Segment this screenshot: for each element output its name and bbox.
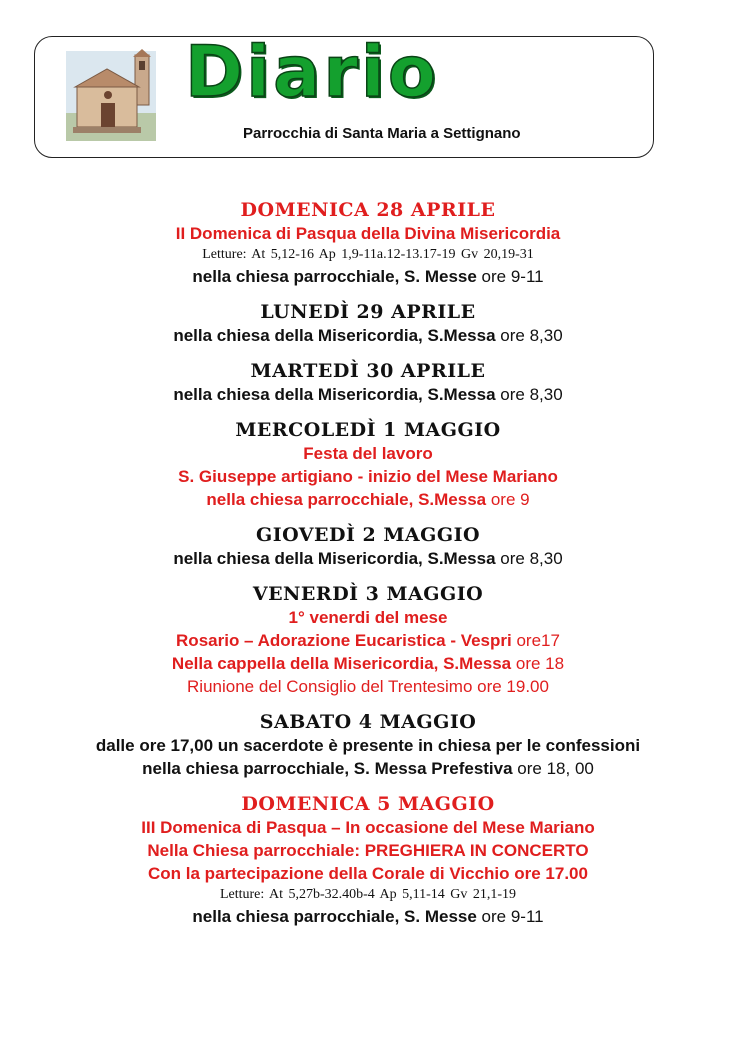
day-section (0, 418, 736, 511)
line-text: Riunione del Consiglio del Trentesimo ore 19.00 (187, 677, 549, 696)
line-text: ore 9-11 (476, 907, 544, 926)
line-text: nella chiesa della Misericordia, S.Messa (173, 326, 496, 345)
schedule-line (0, 905, 736, 928)
church-icon (63, 47, 159, 145)
schedule-line (0, 383, 736, 406)
schedule-line (0, 652, 736, 675)
day-title: DOMENICA 28 APRILE (240, 199, 496, 221)
schedule-line (0, 757, 736, 780)
day-title: VENERDÌ 3 MAGGIO (252, 583, 484, 605)
line-text: nella chiesa parrocchiale, S. Messe (192, 907, 477, 926)
schedule-line (0, 862, 736, 885)
line-text: nella chiesa parrocchiale, S. Messa Prefestiva (142, 759, 513, 778)
line-text: ore 18, 00 (512, 759, 594, 778)
schedule-line (0, 465, 736, 488)
line-text: Letture: At 5,27b-32.40b-4 Ap 5,11-14 Gv 21,1-19 (219, 887, 517, 902)
line-text: ore 18 (511, 654, 565, 673)
day-section (0, 300, 736, 347)
readings-line (0, 885, 736, 905)
line-text: ore 8,30 (495, 385, 563, 404)
line-text: Nella cappella della Misericordia, S.Messa (171, 654, 512, 673)
line-text: nella chiesa della Misericordia, S.Messa (173, 549, 496, 568)
line-text: dalle ore 17,00 un sacerdote è presente in chiesa per le confessioni (95, 736, 641, 755)
day-section (0, 359, 736, 406)
schedule-line (0, 265, 736, 288)
line-text: nella chiesa della Misericordia, S.Messa (173, 385, 496, 404)
schedule-line (0, 488, 736, 511)
day-title: GIOVEDÌ 2 MAGGIO (255, 524, 481, 546)
parish-subtitle: Parrocchia di Santa Maria a Settignano (243, 125, 521, 142)
day-section (0, 198, 736, 288)
schedule-line (0, 816, 736, 839)
line-text: 1° venerdi del mese (288, 608, 448, 627)
line-text: Rosario – Adorazione Eucaristica - Vespri (176, 631, 512, 650)
schedule-line (0, 629, 736, 652)
schedule-line (0, 442, 736, 465)
line-text: Nella Chiesa parrocchiale: PREGHIERA IN CONCERTO (147, 841, 589, 860)
day-section (0, 710, 736, 780)
day-title: LUNEDÌ 29 APRILE (260, 301, 476, 323)
day-title: MARTEDÌ 30 APRILE (250, 360, 486, 382)
line-text: ore17 (511, 631, 560, 650)
day-section (0, 523, 736, 570)
schedule-line (0, 839, 736, 862)
day-title: SABATO 4 MAGGIO (259, 711, 477, 733)
diario-title: Diario (185, 31, 439, 113)
line-text: Letture: At 5,12-16 Ap 1,9-11a.12-13.17-19 Gv 20,19-31 (202, 247, 534, 262)
schedule-list (0, 198, 736, 940)
readings-line (0, 245, 736, 265)
schedule-line (0, 222, 736, 245)
line-text: Con la partecipazione della Corale di Vicchio ore 17.00 (148, 864, 588, 883)
line-text: nella chiesa parrocchiale, S.Messa (206, 490, 487, 509)
line-text: ore 8,30 (495, 326, 563, 345)
day-section (0, 582, 736, 698)
schedule-line (0, 675, 736, 698)
schedule-line (0, 547, 736, 570)
line-text: ore 8,30 (495, 549, 563, 568)
line-text: S. Giuseppe artigiano - inizio del Mese Mariano (178, 467, 558, 486)
schedule-line (0, 734, 736, 757)
day-title: DOMENICA 5 MAGGIO (241, 793, 495, 815)
day-section (0, 792, 736, 928)
line-text: II Domenica di Pasqua della Divina Misericordia (175, 224, 561, 243)
schedule-line (0, 606, 736, 629)
line-text: ore 9 (486, 490, 530, 509)
line-text: III Domenica di Pasqua – In occasione del Mese Mariano (141, 818, 595, 837)
line-text: Festa del lavoro (303, 444, 433, 463)
day-title: MERCOLEDÌ 1 MAGGIO (235, 419, 501, 441)
line-text: ore 9-11 (476, 267, 544, 286)
header-box (34, 31, 654, 158)
line-text: nella chiesa parrocchiale, S. Messe (192, 267, 477, 286)
schedule-line (0, 324, 736, 347)
